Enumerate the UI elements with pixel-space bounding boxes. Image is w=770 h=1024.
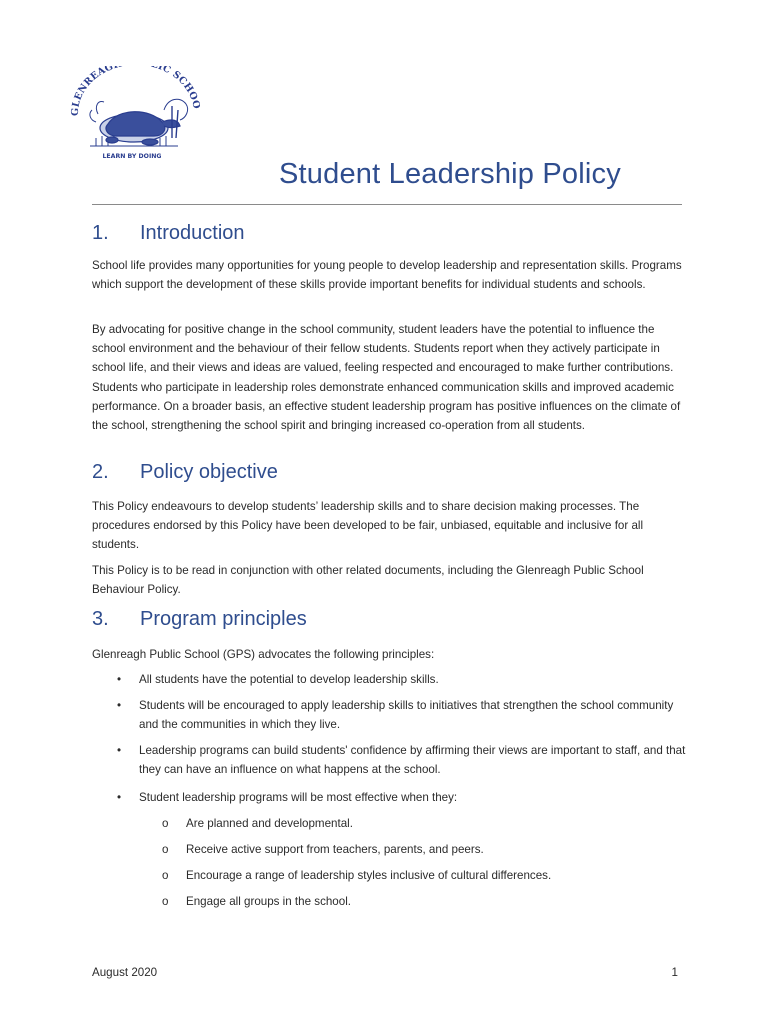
paragraph: School life provides many opportunities for young people to develop leadership and representation skills. Programs which support the development of these skills provide important benefits for individual students and schools.: [92, 259, 682, 292]
list-item: • Student leadership programs will be most effective when they:: [117, 788, 687, 807]
logo-school-name: GLENREAG IC SCHO: [69, 66, 200, 117]
section-heading-introduction: [92, 222, 245, 245]
bullet-icon: •: [117, 699, 122, 712]
document-title: Student Leadership Policy: [279, 158, 621, 190]
logo-motto: LEARN BY DOING: [102, 153, 162, 160]
list-item: • Students will be encouraged to apply leadership skills to initiatives that strengthen the school community and the communities in which they live.: [117, 696, 687, 734]
sub-bullet-icon: o: [162, 843, 169, 856]
paragraph: By advocating for positive change in the school community, student leaders have the potential to influence the school environment and the behaviour of their fellow students. Students report when they actively participate in school life, and their views and ideas are valued, feeling respected and encouraged to make further contributions. Students who participate in leadership roles demonstrate enhanced communication skills and improved academic performance. On a broader basis, an effective student leadership program has positive influences on the climate of the school, strengthening the school spirit and bringing increased co-operation from all students.: [92, 323, 681, 433]
section-title: Policy objective: [140, 461, 278, 483]
sub-list-item: o Engage all groups in the school.: [162, 892, 682, 911]
section-heading-program-principles: [92, 608, 307, 631]
paragraph: This Policy is to be read in conjunction with other related documents, including the Glenreagh Public School Behaviour Policy.: [92, 564, 644, 597]
list-item: • Leadership programs can build students' confidence by affirming their views are important to staff, and that they can have an influence on what happens at the school.: [117, 741, 687, 779]
section-number: 3.: [92, 608, 109, 630]
sub-bullet-icon: o: [162, 869, 169, 882]
paragraph: This Policy endeavours to develop students’ leadership skills and to share decision making processes. The procedures endorsed by this Policy have been developed to be fair, unbiased, equitable and inclusive for all students.: [92, 500, 644, 552]
section-number: 2.: [92, 461, 109, 483]
page-number: 1: [671, 966, 678, 979]
sub-list-item: o Encourage a range of leadership styles inclusive of cultural differences.: [162, 866, 682, 885]
bullet-icon: •: [117, 791, 122, 804]
sub-bullet-icon: o: [162, 895, 169, 908]
section-title: Program principles: [140, 608, 307, 630]
sub-bullet-icon: o: [162, 817, 169, 830]
sub-list-item: o Receive active support from teachers, parents, and peers.: [162, 840, 682, 859]
school-logo: [68, 66, 200, 176]
sub-list-item: o Are planned and developmental.: [162, 814, 682, 833]
section-intro: Glenreagh Public School (GPS) advocates the following principles:: [92, 648, 435, 661]
list-item: • All students have the potential to develop leadership skills.: [117, 670, 687, 689]
platypus-tree-illustration: [90, 99, 188, 146]
title-divider: [92, 204, 682, 205]
bullet-icon: •: [117, 673, 122, 686]
section-title: Introduction: [140, 222, 245, 244]
bullet-icon: •: [117, 744, 122, 757]
footer-date: August 2020: [92, 966, 158, 979]
section-heading-policy-objective: [92, 461, 278, 484]
section-number: 1.: [92, 222, 109, 244]
